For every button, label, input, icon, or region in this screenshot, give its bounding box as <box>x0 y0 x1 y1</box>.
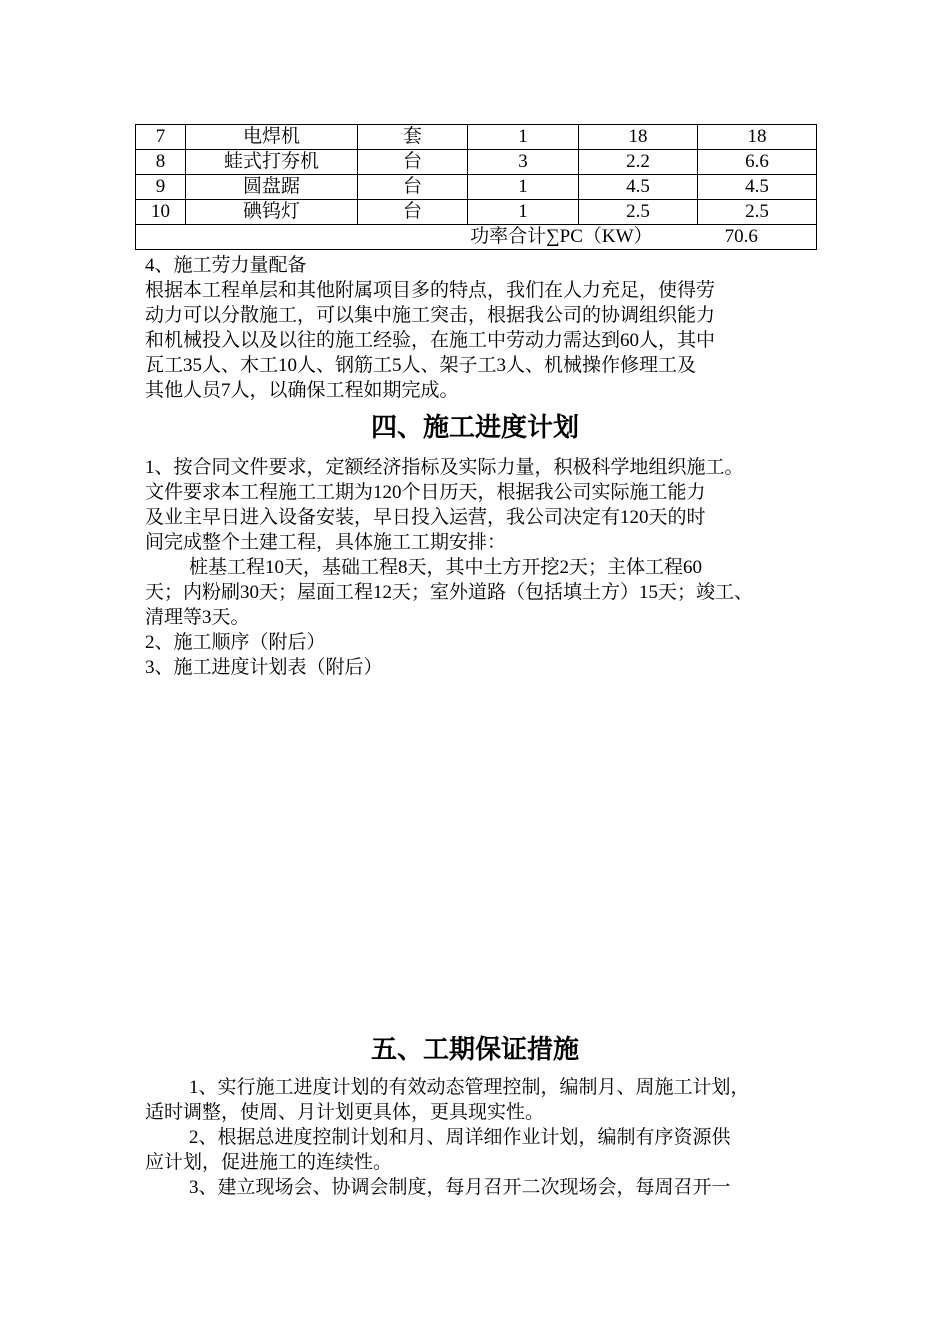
total-power: 2.5 <box>698 200 817 225</box>
equipment-name: 蛙式打夯机 <box>186 150 358 175</box>
labor-heading: 4、施工劳力量配备 <box>145 255 307 276</box>
schedule-detail-line: 清理等3天。 <box>145 607 250 628</box>
total-cell <box>136 225 817 250</box>
quantity: 1 <box>468 125 579 150</box>
section-title-guarantee: 五、工期保证措施 <box>370 1035 579 1065</box>
unit: 台 <box>358 150 468 175</box>
unit: 台 <box>358 175 468 200</box>
row-number: 8 <box>136 150 186 175</box>
schedule-line: 文件要求本工程施工工期为120个日历天，根据我公司实际施工能力 <box>145 482 706 503</box>
labor-line: 根据本工程单层和其他附属项目多的特点，我们在人力充足，使得劳 <box>145 280 716 301</box>
equipment-name: 圆盘踞 <box>186 175 358 200</box>
schedule-detail-line: 天；内粉刷30天；屋面工程12天；室外道路（包括填土方）15天；竣工、 <box>145 582 754 603</box>
total-label: 功率合计∑PC（KW） <box>470 226 653 247</box>
quantity: 1 <box>468 175 579 200</box>
guarantee-line: 适时调整，使周、月计划更具体，更具现实性。 <box>145 1102 545 1123</box>
guarantee-section <box>145 1075 825 1200</box>
guarantee-line: 应计划，促进施工的连续性。 <box>145 1152 393 1173</box>
guarantee-line: 2、根据总进度控制计划和月、周详细作业计划，编制有序资源供 <box>189 1127 731 1148</box>
total-power: 18 <box>698 125 817 150</box>
schedule-line: 及业主早日进入设备安装，早日投入运营，我公司决定有120天的时 <box>145 507 706 528</box>
equipment-power-table <box>135 124 817 250</box>
table-row <box>136 150 817 175</box>
row-number: 7 <box>136 125 186 150</box>
guarantee-line: 1、实行施工进度计划的有效动态管理控制，编制月、周施工计划， <box>189 1077 750 1098</box>
unit-power: 18 <box>579 125 698 150</box>
schedule-line: 1、按合同文件要求，定额经济指标及实际力量，积极科学地组织施工。 <box>145 457 744 478</box>
total-value: 70.6 <box>724 226 758 247</box>
labor-line: 其他人员7人，以确保工程如期完成。 <box>145 380 459 401</box>
labor-line: 瓦工35人、木工10人、钢筋工5人、架子工3人、机械操作修理工及 <box>145 355 697 376</box>
table-row <box>136 125 817 150</box>
total-power: 6.6 <box>698 150 817 175</box>
labor-line: 和机械投入以及以往的施工经验，在施工中劳动力需达到60人，其中 <box>145 330 716 351</box>
total-power: 4.5 <box>698 175 817 200</box>
equipment-name: 电焊机 <box>186 125 358 150</box>
unit: 台 <box>358 200 468 225</box>
quantity: 1 <box>468 200 579 225</box>
row-number: 9 <box>136 175 186 200</box>
labor-line: 动力可以分散施工，可以集中施工突击，根据我公司的协调组织能力 <box>145 305 716 326</box>
schedule-item: 3、施工进度计划表（附后） <box>145 657 383 678</box>
table-row <box>136 200 817 225</box>
schedule-line: 间完成整个土建工程，具体施工工期安排： <box>145 532 507 553</box>
equipment-name: 碘钨灯 <box>186 200 358 225</box>
unit-power: 2.5 <box>579 200 698 225</box>
table-row <box>136 175 817 200</box>
section-title-schedule: 四、施工进度计划 <box>370 413 579 443</box>
schedule-detail-line: 桩基工程10天，基础工程8天，其中土方开挖2天；主体工程60 <box>189 557 703 578</box>
unit: 套 <box>358 125 468 150</box>
table-total-row <box>136 225 817 250</box>
unit-power: 4.5 <box>579 175 698 200</box>
guarantee-line: 3、建立现场会、协调会制度，每月召开二次现场会，每周召开一 <box>189 1177 731 1198</box>
schedule-section <box>145 455 825 680</box>
unit-power: 2.2 <box>579 150 698 175</box>
labor-section <box>145 253 825 403</box>
schedule-item: 2、施工顺序（附后） <box>145 632 326 653</box>
row-number: 10 <box>136 200 186 225</box>
quantity: 3 <box>468 150 579 175</box>
